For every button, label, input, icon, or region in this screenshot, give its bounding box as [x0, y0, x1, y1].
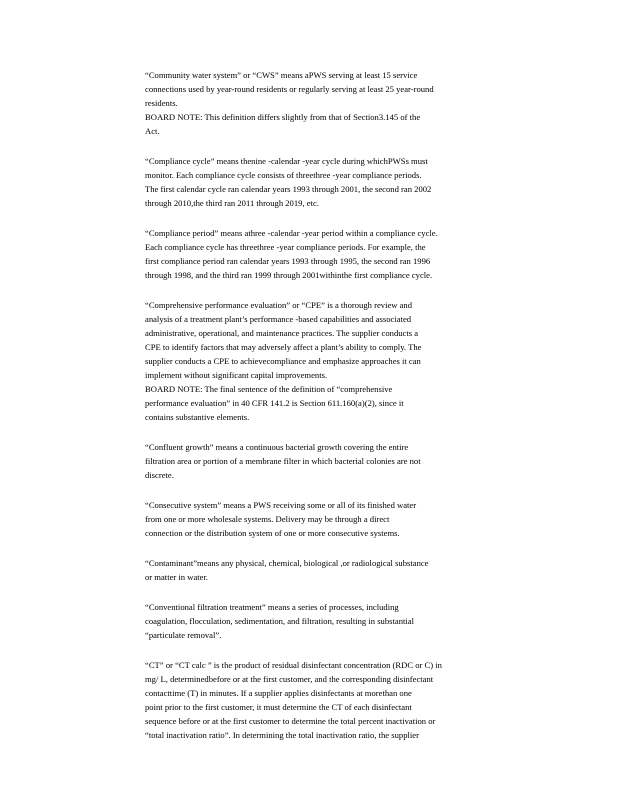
- definition-conventional-filtration-treatment: [145, 600, 550, 642]
- board-note-line: BOARD NOTE: The final sentence of the definition of “comprehensive: [145, 384, 393, 394]
- text-line: “Consecutive system” means a PWS receiving some or all of its finished water: [145, 500, 417, 510]
- text-line: “Compliance period” means athree -calendar -year period within a compliance cycle.: [145, 228, 438, 238]
- text-line: first compliance period ran calendar years 1993 through 1995, the second ran 1996: [145, 256, 431, 266]
- text-line: “particulate removal”.: [145, 630, 222, 640]
- text-line: monitor. Each compliance cycle consists of threethree -year compliance periods.: [145, 170, 422, 180]
- text-line: connections used by year-round residents or regularly serving at least 25 year-round: [145, 84, 434, 94]
- text-line: administrative, operational, and maintenance practices. The supplier conducts a: [145, 328, 419, 338]
- text-line: from one or more wholesale systems. Delivery may be through a direct: [145, 514, 390, 524]
- text-line: contacttime (T) in minutes. If a supplier applies disinfectants at morethan one: [145, 688, 412, 698]
- definition-community-water-system: [145, 68, 550, 138]
- text-line: “CT” or “CT calc ” is the product of residual disinfectant concentration (RDC or C) in: [145, 660, 442, 670]
- text-line: implement without significant capital improvements.: [145, 370, 328, 380]
- text-line: through 1998, and the third ran 1999 through 2001withinthe first compliance cycle.: [145, 270, 433, 280]
- definition-ct: [145, 658, 550, 742]
- text-line: discrete.: [145, 470, 174, 480]
- text-line: sequence before or at the first customer to determine the total percent inactivation or: [145, 716, 436, 726]
- board-note-line: BOARD NOTE: This definition differs slightly from that of Section3.145 of the: [145, 112, 421, 122]
- text-line: performance evaluation” in 40 CFR 141.2 is Section 611.160(a)(2), since it: [145, 398, 404, 408]
- text-line: CPE to identify factors that may adversely affect a plant’s ability to comply. The: [145, 342, 422, 352]
- document-page: [145, 68, 550, 758]
- text-line: “Comprehensive performance evaluation” or “CPE” is a thorough review and: [145, 300, 413, 310]
- text-line: supplier conducts a CPE to achievecompliance and emphasize approaches it can: [145, 356, 421, 366]
- text-line: coagulation, flocculation, sedimentation, and filtration, resulting in substantial: [145, 616, 414, 626]
- text-line: The first calendar cycle ran calendar years 1993 through 2001, the second ran 2002: [145, 184, 432, 194]
- definition-contaminant: [145, 556, 550, 584]
- text-line: connection or the distribution system of one or more consecutive systems.: [145, 528, 400, 538]
- definition-compliance-cycle: [145, 154, 550, 210]
- definition-consecutive-system: [145, 498, 550, 540]
- text-line: filtration area or portion of a membrane filter in which bacterial colonies are not: [145, 456, 421, 466]
- text-line: Each compliance cycle has threethree -year compliance periods. For example, the: [145, 242, 426, 252]
- text-line: contains substantive elements.: [145, 412, 250, 422]
- text-line: or matter in water.: [145, 572, 208, 582]
- text-line: “Confluent growth” means a continuous bacterial growth covering the entire: [145, 442, 409, 452]
- text-line: point prior to the first customer, it must determine the CT of each disinfectant: [145, 702, 412, 712]
- text-line: “Community water system” or “CWS” means aPWS serving at least 15 service: [145, 70, 418, 80]
- definition-compliance-period: [145, 226, 550, 282]
- text-line: mg/ L, determinedbefore or at the first customer, and the corresponding disinfectant: [145, 674, 434, 684]
- text-line: “total inactivation ratio”. In determining the total inactivation ratio, the supplier: [145, 730, 419, 740]
- text-line: residents.: [145, 98, 178, 108]
- text-line: “Compliance cycle” means thenine -calendar -year cycle during whichPWSs must: [145, 156, 428, 166]
- text-line: Act.: [145, 126, 160, 136]
- definition-confluent-growth: [145, 440, 550, 482]
- text-line: “Conventional filtration treatment” means a series of processes, including: [145, 602, 399, 612]
- text-line: through 2010,the third ran 2011 through 2019, etc.: [145, 198, 319, 208]
- text-line: analysis of a treatment plant’s performance -based capabilities and associated: [145, 314, 412, 324]
- definition-comprehensive-performance-evaluation: [145, 298, 550, 424]
- text-line: “Contaminant”means any physical, chemical, biological ,or radiological substance: [145, 558, 429, 568]
